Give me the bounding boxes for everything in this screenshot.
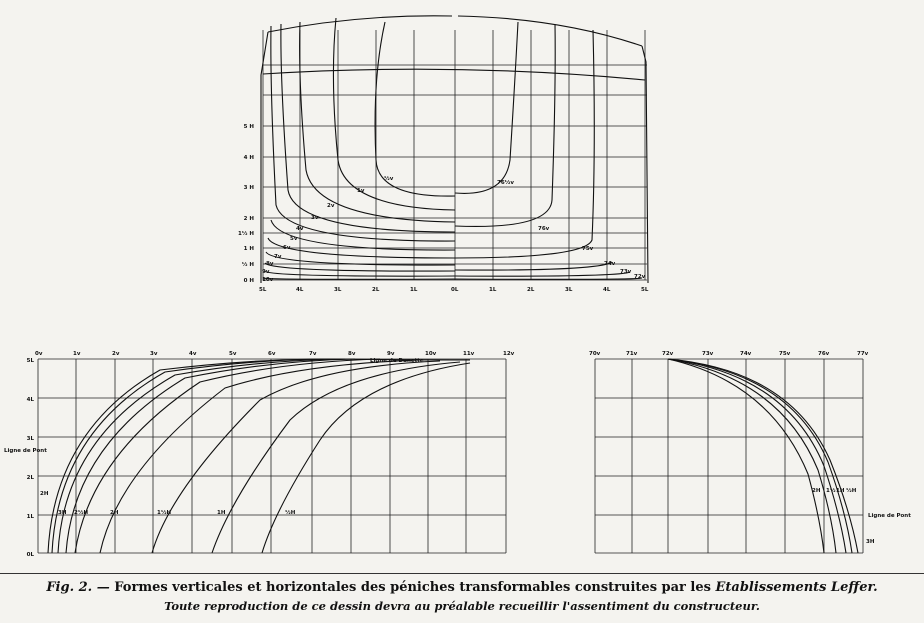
bow-plan-curve-label: 1½H — [157, 510, 172, 516]
body-plan-curve-label: 4v — [296, 226, 304, 232]
body-plan-curve-label: 2v — [327, 203, 335, 209]
body-plan-curve-label: 74v — [604, 261, 616, 267]
bow-plan-top-label: 9v — [387, 351, 395, 357]
body-plan-x-label: 3L — [565, 287, 573, 293]
body-plan-x-label: 0L — [451, 287, 459, 293]
stern-plan-grid — [595, 359, 863, 553]
body-plan-top-right — [458, 16, 642, 46]
body-plan-y-label: 3 H — [243, 185, 254, 191]
stern-plan-top-label: 76v — [818, 351, 830, 357]
stern-plan-curve-label: 1½ — [826, 488, 836, 494]
caption-company: Etablissements Leffer. — [715, 580, 878, 595]
stern-plan-top-label: 70v — [589, 351, 601, 357]
body-plan-x-label: 5L — [641, 287, 649, 293]
bow-plan-top-label: 3v — [150, 351, 158, 357]
bow-plan-waterline-curve — [75, 359, 380, 553]
body-plan-x-label: 1L — [410, 287, 418, 293]
body-plan-section-curve — [455, 22, 518, 193]
bow-plan-top-label: 0v — [35, 351, 43, 357]
stern-plan-top-label: 73v — [702, 351, 714, 357]
body-plan-curve-label: 76v — [538, 226, 550, 232]
body-plan-curve-label: 75v — [582, 246, 594, 252]
body-plan-x-label: 3L — [334, 287, 342, 293]
body-plan-y-label: ½ H — [241, 262, 254, 268]
body-plan-section-curve — [263, 278, 455, 279]
caption-divider — [0, 573, 924, 574]
bow-plan-curves — [48, 359, 470, 553]
stern-plan — [589, 351, 911, 553]
bow-plan-waterline-curve — [152, 361, 440, 553]
bow-plan-curve-label: 2½H — [74, 510, 89, 516]
bow-plan-y-label: 4L — [26, 397, 34, 403]
caption-text: Formes verticales et horizontales des péniches transformables construites par les — [109, 580, 716, 595]
stern-plan-curve-label: 2H — [812, 488, 821, 494]
bow-plan-waterline-curve — [52, 359, 335, 553]
bow-plan-y-label: 2L — [26, 475, 34, 481]
body-plan-curve-label: 1v — [357, 188, 365, 194]
body-plan-section-curve — [300, 22, 455, 222]
bow-plan-top-labels — [35, 351, 515, 357]
bow-plan-top-label: 12v — [503, 351, 515, 357]
stern-plan-top-labels — [589, 351, 869, 357]
body-plan — [238, 16, 649, 293]
body-plan-curve-label: 8v — [266, 261, 274, 267]
caption-line-1 — [0, 578, 924, 597]
bow-plan-curve-label: 2H — [110, 510, 119, 516]
body-plan-x-label: 1L — [489, 287, 497, 293]
stern-plan-waterline-curve — [668, 359, 852, 553]
stern-plan-top-label: 74v — [740, 351, 752, 357]
stern-plan-top-label: 75v — [779, 351, 791, 357]
body-plan-section-curve — [455, 262, 612, 270]
body-plan-y-label: 0 H — [243, 278, 254, 284]
stern-plan-curve-label: 1H — [836, 488, 845, 494]
bow-plan-grid — [38, 359, 506, 553]
body-plan-section-curve — [455, 278, 642, 279]
bow-plan-top-label: 11v — [463, 351, 475, 357]
body-plan-curve-label: 10v — [262, 277, 274, 283]
bow-plan-top-label: 4v — [189, 351, 197, 357]
body-plan-x-label: 4L — [603, 287, 611, 293]
bow-plan-waterline-curve — [48, 359, 330, 553]
body-plan-section-curve — [264, 271, 455, 276]
bow-plan-waterline-curve — [58, 359, 345, 553]
body-plan-y-labels — [238, 124, 254, 284]
body-plan-curve-label: 73v — [620, 269, 632, 275]
body-plan-x-label: 4L — [296, 287, 304, 293]
bow-plan-y-label: 0L — [26, 552, 34, 558]
stern-plan-top-label: 72v — [662, 351, 674, 357]
body-plan-curve-label: 9v — [262, 269, 270, 275]
stern-plan-top-label: 71v — [626, 351, 638, 357]
stern-plan-top-label: 77v — [857, 351, 869, 357]
bow-plan-curve-label: ½H — [285, 510, 296, 516]
bow-plan-curve-label: 3H — [58, 510, 67, 516]
bow-plan-top-label: 5v — [229, 351, 237, 357]
bow-plan-top-label: 6v — [268, 351, 276, 357]
body-plan-curve-label: 6v — [283, 245, 291, 251]
bow-plan-top-label: 7v — [309, 351, 317, 357]
bow-plan-y-labels — [27, 358, 35, 558]
bow-plan-top-label: 1v — [73, 351, 81, 357]
bow-sheer-label: Ligne de Dunette — [370, 358, 424, 364]
body-plan-x-label: 2L — [372, 287, 380, 293]
stern-deck-line-label: Ligne de Pont — [868, 513, 911, 519]
stern-plan-curves — [668, 359, 858, 553]
body-plan-y-label: 2 H — [243, 216, 254, 222]
body-plan-left-side — [261, 32, 268, 283]
body-plan-section-curve — [455, 24, 555, 226]
body-plan-y-label: 5 H — [243, 124, 254, 130]
body-plan-section-curve — [455, 30, 594, 258]
body-plan-y-label: 1 H — [243, 246, 254, 252]
body-plan-section-curve — [266, 252, 455, 265]
body-plan-curve-label: 5v — [290, 236, 298, 242]
bow-deck-line-label: Ligne de Pont — [4, 448, 47, 454]
bow-plan — [4, 351, 515, 558]
stern-plan-curve-labels — [812, 487, 857, 494]
body-plan-curve-label: 76½v — [497, 180, 514, 186]
body-plan-x-labels — [259, 287, 649, 293]
caption-note: Toute reproduction de ce dessin devra au préalable recueillir l'assentiment du constructeur. — [164, 599, 760, 613]
body-plan-y-label: 4 H — [243, 155, 254, 161]
bow-plan-waterline-curve — [262, 363, 470, 553]
bow-plan-y-label: 3L — [26, 436, 34, 442]
body-plan-x-label: 2L — [527, 287, 535, 293]
stern-plan-curve-label: ½H — [846, 488, 857, 494]
bow-plan-top-label: 10v — [425, 351, 437, 357]
body-plan-deck-line — [263, 69, 645, 80]
body-plan-curve-label: 7v — [274, 254, 282, 260]
body-plan-section-curve — [455, 272, 630, 276]
bow-plan-curve-label: 2H — [40, 491, 49, 497]
body-plan-section-curve — [333, 18, 455, 210]
figure-caption — [0, 578, 924, 616]
caption-fig-number: Fig. 2. — — [46, 580, 110, 595]
bow-plan-y-label: 1L — [26, 514, 34, 520]
bow-plan-waterline-curve — [100, 360, 420, 553]
body-plan-curves — [263, 18, 642, 279]
stern-plan-waterline-curve — [668, 359, 836, 553]
body-plan-y-label: 1½ H — [237, 231, 254, 237]
bow-plan-top-label: 8v — [348, 351, 356, 357]
body-plan-section-curve — [281, 24, 455, 232]
body-plan-top-left — [268, 16, 452, 32]
bow-plan-waterline-curve — [212, 362, 460, 553]
bow-plan-curve-label: 1H — [217, 510, 226, 516]
bow-plan-top-label: 2v — [112, 351, 120, 357]
body-plan-curve-label: 72v — [634, 274, 646, 280]
stern-bottom-label: 3H — [866, 539, 875, 545]
body-plan-x-label: 5L — [259, 287, 267, 293]
body-plan-section-curve — [375, 22, 455, 196]
bow-plan-y-label: 5L — [26, 358, 34, 364]
body-plan-curve-label: ½v — [384, 176, 394, 182]
body-plan-curve-label: 3v — [311, 215, 319, 221]
